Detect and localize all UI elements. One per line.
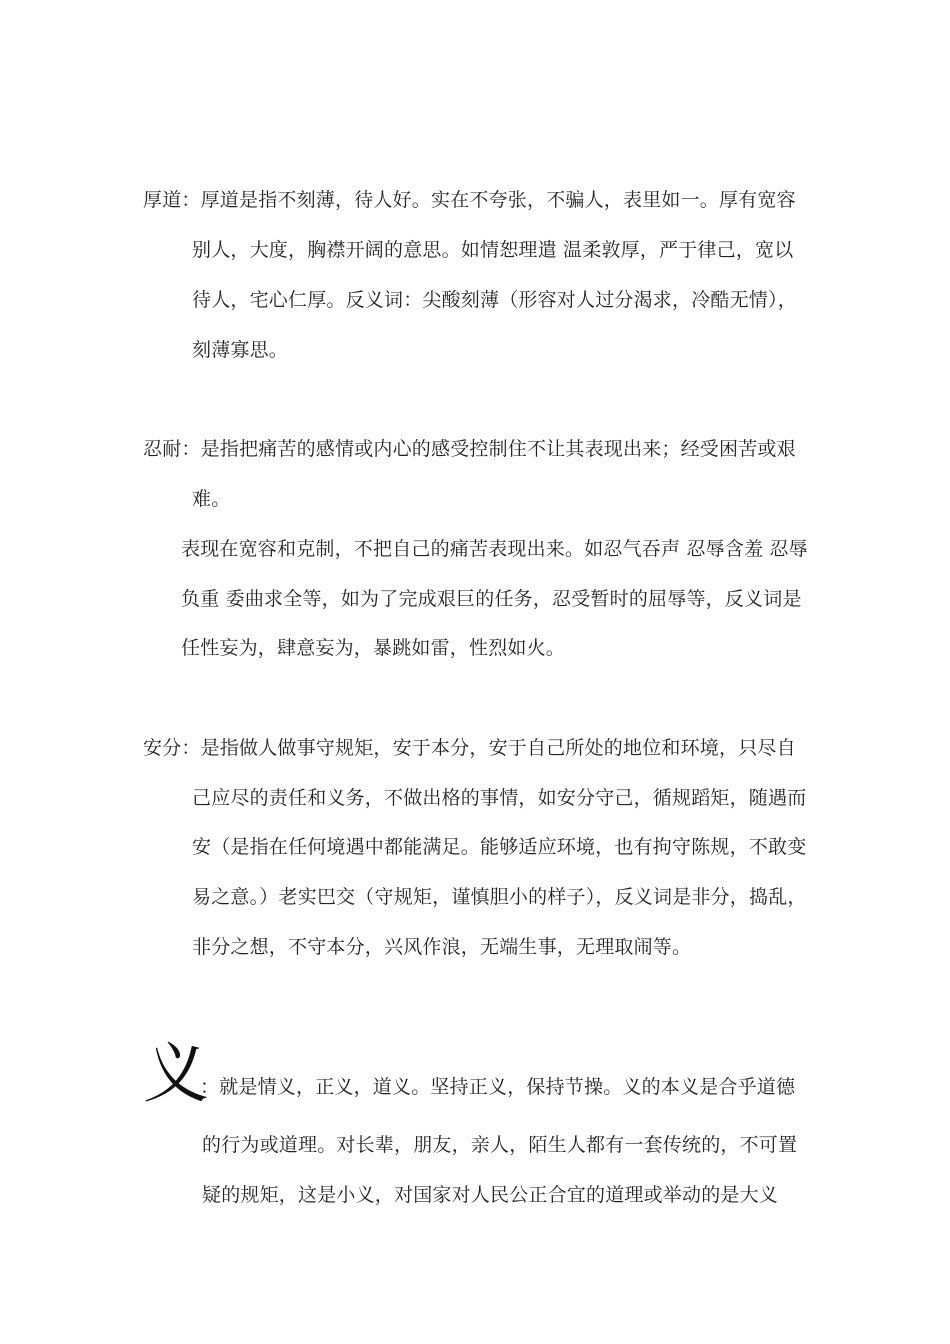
entry-anfen-line-5: 非分之想，不守本分，兴风作浪，无端生事，无理取闹等。	[192, 936, 692, 958]
entry-yi-line-1: ：就是情义，正义，道义。坚持正义，保持节操。义的本义是合乎道德	[200, 1076, 796, 1098]
entry-yi-line-3: 疑的规矩，这是小义，对国家对人民公正合宜的道理或举动的是大义	[202, 1184, 779, 1206]
entry-houdao-line-4: 刻薄寡思。	[192, 339, 289, 361]
entry-rennai-line-3: 表现在宽容和克制，不把自己的痛苦表现出来。如忍气吞声 忍辱含羞 忍辱	[181, 538, 808, 560]
entry-yi-headword: 义	[143, 1035, 209, 1112]
entry-anfen-line-3: 安（是指在任何境遇中都能满足。能够适应环境，也有拘守陈规，不敢变	[192, 836, 807, 858]
entry-rennai-line-2: 难。	[192, 488, 231, 510]
entry-houdao-line-1: 厚道：厚道是指不刻薄，待人好。实在不夸张，不骗人，表里如一。厚有宽容	[143, 189, 796, 211]
entry-anfen-line-1: 安分：是指做人做事守规矩，安于本分，安于自己所处的地位和环境，只尽自	[143, 737, 796, 759]
entry-rennai-line-4: 负重 委曲求全等，如为了完成艰巨的任务，忍受暂时的屈辱等，反义词是	[181, 588, 802, 610]
entry-houdao-line-2: 别人，大度，胸襟开阔的意思。如情恕理遣 温柔敦厚，严于律己，宽以	[192, 239, 794, 261]
entry-yi-line-2: 的行为或道理。对长辈，朋友，亲人，陌生人都有一套传统的，不可置	[202, 1134, 798, 1156]
entry-anfen-line-4: 易之意。）老实巴交（守规矩，谨慎胆小的样子），反义词是非分，捣乱，	[192, 886, 807, 908]
entry-anfen-line-2: 己应尽的责任和义务，不做出格的事情，如安分守己，循规蹈矩，随遇而	[192, 787, 807, 809]
entry-rennai-line-5: 任性妄为，肆意妄为，暴跳如雷，性烈如火。	[181, 637, 566, 659]
entry-rennai-line-1: 忍耐：是指把痛苦的感情或内心的感受控制住不让其表现出来；经受困苦或艰	[143, 438, 796, 460]
entry-houdao-line-3: 待人，宅心仁厚。反义词：尖酸刻薄（形容对人过分渴求，冷酷无情），	[192, 289, 797, 311]
